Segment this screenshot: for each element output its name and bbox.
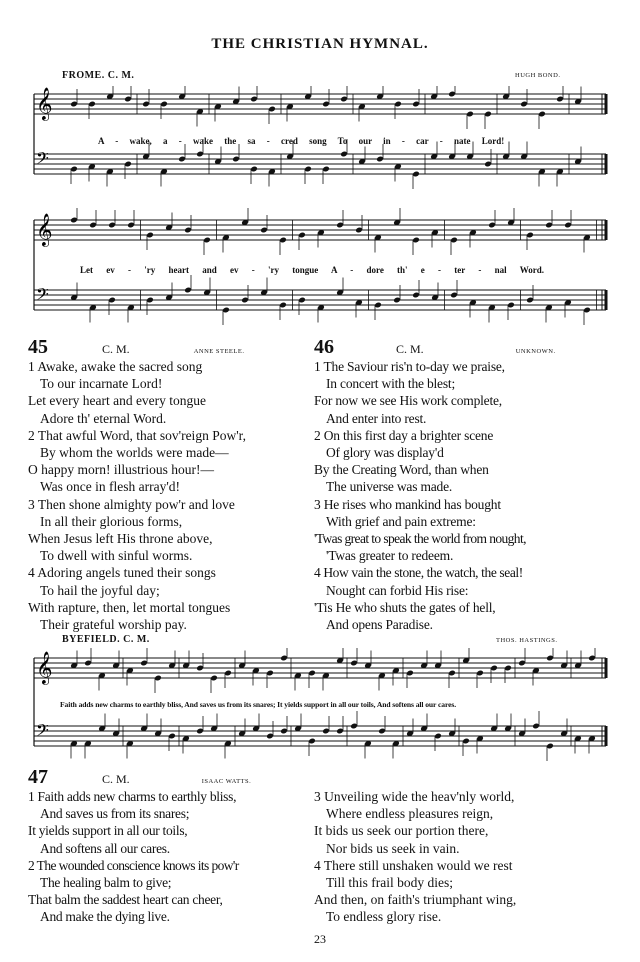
hymn-line: Till this frail body dies; <box>326 875 454 891</box>
hymn-line: Where endless pleasures reign, <box>326 806 494 822</box>
hymn-line: 1 Faith adds new charms to earthly bliss, <box>28 789 237 804</box>
tune-composer-frome: HUGH BOND. <box>515 72 561 79</box>
tune-lyrics-byefield: Faith adds new charms to earthly bliss, And saves us from its snares; It yields support in all our toils, And softens all our cares. <box>60 700 456 709</box>
hymn-line: And softens all our cares. <box>40 840 170 856</box>
hymn-author: ANNE STEELE. <box>193 348 245 355</box>
treble-clef-icon: 𝄞 <box>36 651 53 684</box>
hymn-line: And enter into rest. <box>326 410 427 426</box>
hymn-meter: C. M. <box>396 342 424 356</box>
hymn-line: 'Twas great to speak the world from nought, <box>314 531 526 547</box>
hymn-line: Nought can forbid His rise: <box>326 582 469 598</box>
hymn-line: 1 Awake, awake the sacred song <box>28 359 203 374</box>
hymn-header-47 <box>28 766 251 789</box>
hymn-header-45 <box>28 336 244 359</box>
hymn-line: Adore th' eternal Word. <box>40 410 167 426</box>
treble-clef-icon: 𝄞 <box>36 213 53 246</box>
hymn-line: With grief and pain extreme: <box>326 513 476 529</box>
hymn-line: Their grateful worship pay. <box>40 617 187 633</box>
hymn-line: It yields support in all our toils, <box>28 823 188 839</box>
hymn-line: That balm the saddest heart can cheer, <box>28 892 223 908</box>
hymn-meter: C. M. <box>102 342 130 356</box>
bass-clef-icon: 𝄢 <box>36 284 49 308</box>
hymn-line: To dwell with sinful worms. <box>40 548 193 564</box>
hymn-author: UNKNOWN. <box>515 348 556 355</box>
hymn-line: And saves us from its snares; <box>40 806 190 822</box>
hymn-text-46 <box>314 358 526 633</box>
hymn-line: To endless glory rise. <box>326 909 442 925</box>
page-number: 23 <box>314 932 326 946</box>
hymn-line: 4 How vain the stone, the watch, the seal! <box>314 565 523 581</box>
hymn-line: 3 Unveiling wide the heav'nly world, <box>314 789 515 804</box>
hymn-number: 46 <box>314 336 334 358</box>
hymn-line: It bids us seek our portion there, <box>314 823 489 839</box>
hymn-line: With rapture, then, let mortal tongues <box>28 599 231 615</box>
tune-composer-byefield: THOS. HASTINGS. <box>496 637 558 644</box>
hymn-line: Let every heart and every tongue <box>28 393 207 409</box>
hymn-line: By whom the worlds were made— <box>40 445 229 461</box>
hymn-line: To hail the joyful day; <box>40 582 160 598</box>
hymn-line: In concert with the blest; <box>326 376 456 392</box>
tune-name-frome: FROME. C. M. <box>62 70 135 81</box>
hymn-line: And opens Paradise. <box>326 617 433 633</box>
treble-clef-icon: 𝄞 <box>36 87 53 120</box>
tune-name-byefield: BYEFIELD. C. M. <box>62 634 150 645</box>
hymn-line: 3 Then shone almighty pow'r and love <box>28 496 235 512</box>
hymn-line: Was once in flesh array'd! <box>40 479 181 495</box>
hymn-line: 'Tis He who shuts the gates of hell, <box>314 599 496 615</box>
hymn-line: The universe was made. <box>326 479 453 495</box>
hymn-line: 3 He rises who mankind has bought <box>314 496 501 512</box>
hymn-line: The healing balm to give; <box>40 875 172 891</box>
hymn-line: 4 Adoring angels tuned their songs <box>28 565 216 581</box>
bass-clef-icon: 𝄢 <box>36 148 49 172</box>
hymn-line: O happy morn! illustrious hour!— <box>28 462 214 478</box>
hymn-text-45 <box>28 358 246 633</box>
hymn-line: 2 The wounded conscience knows its pow'r <box>28 857 239 873</box>
hymn-line: When Jesus left His throne above, <box>28 531 213 547</box>
page-title: THE CHRISTIAN HYMNAL. <box>211 36 429 52</box>
hymn-number: 47 <box>28 766 48 788</box>
hymn-line: In all their glorious forms, <box>40 513 183 529</box>
hymn-line: 1 The Saviour ris'n to-day we praise, <box>314 359 505 374</box>
hymn-meter: C. M. <box>102 772 130 786</box>
hymn-line: And make the dying live. <box>40 909 170 925</box>
hymn-line: For now we see His work complete, <box>314 393 502 409</box>
hymn-line: And then, on faith's triumphant wing, <box>314 892 517 908</box>
hymn-header-46 <box>314 336 556 359</box>
hymn-number: 45 <box>28 336 48 358</box>
hymn-line: 'Twas greater to redeem. <box>326 548 454 564</box>
bass-clef-icon: 𝄢 <box>36 720 49 744</box>
hymn-line: 4 There still unshaken would we rest <box>314 857 513 873</box>
hymn-line: Of glory was display'd <box>326 445 444 461</box>
hymn-text-47 <box>28 788 239 926</box>
tune-lyrics-frome-2: Let ev - 'ry heart and ev - 'ry tongue A - dore th' e - ter - nal Word. <box>80 265 544 275</box>
hymn-line: 2 On this first day a brighter scene <box>314 427 494 443</box>
hymn-line: By the Creating Word, than when <box>314 462 489 478</box>
hymn-line: 2 That awful Word, that sov'reign Pow'r, <box>28 427 246 443</box>
hymn-text-47-continued <box>314 788 516 926</box>
hymn-author: ISAAC WATTS. <box>201 778 252 785</box>
hymn-line: To our incarnate Lord! <box>40 376 163 392</box>
tune-lyrics-frome-1: A - wake, a - wake the sa - cred song To our in - car - nate Lord! <box>98 136 505 146</box>
hymn-line: Nor bids us seek in vain. <box>326 840 460 856</box>
